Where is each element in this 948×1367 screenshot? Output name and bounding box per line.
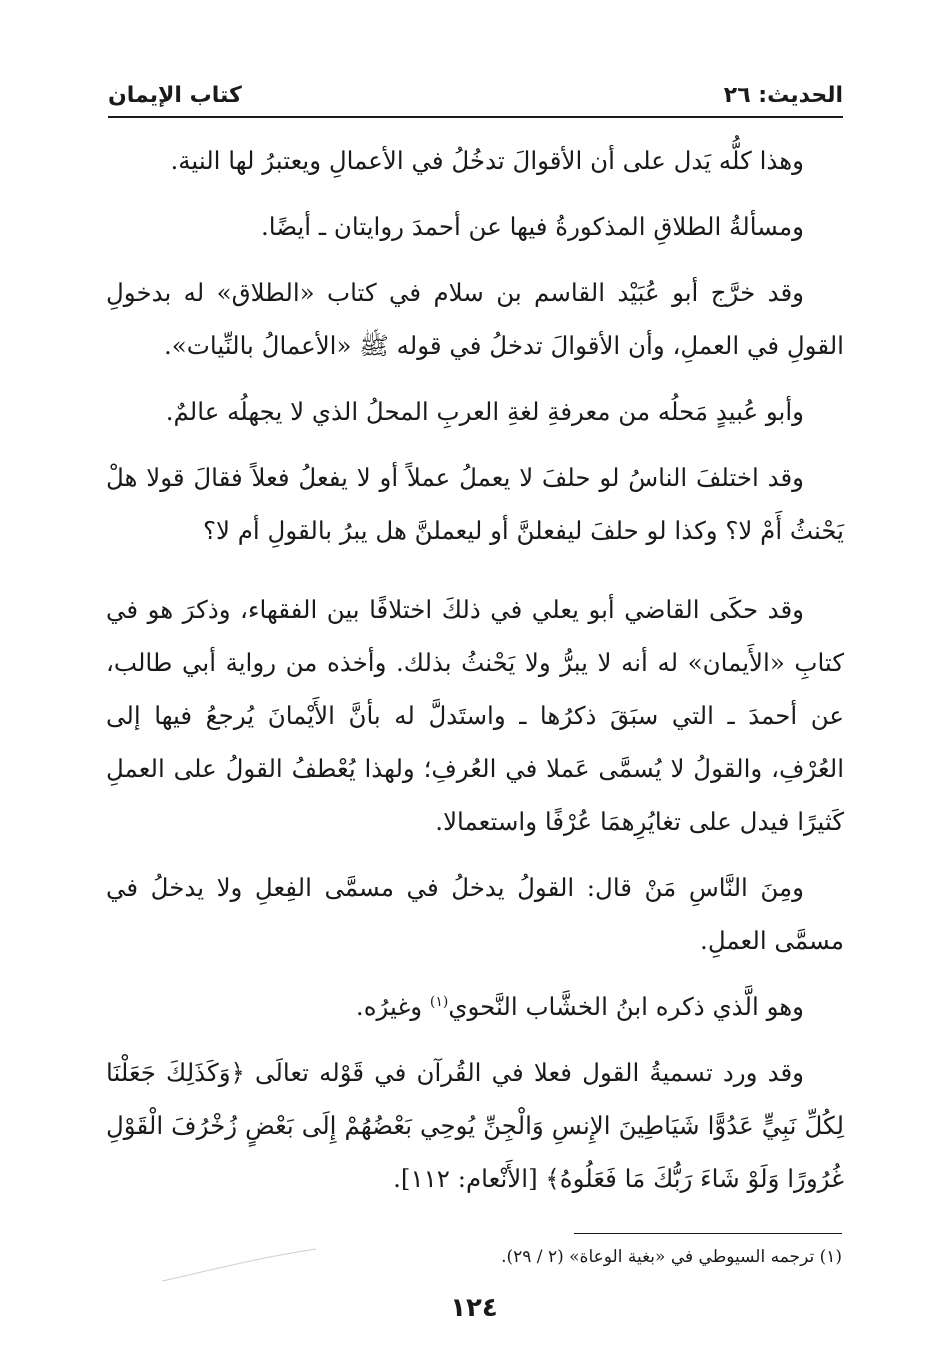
paragraph-4: وأبو عُبيدٍ مَحلُه من معرفةِ لغةِ العربِ المحلُ الذي لا يجهلُه عالمٌ. [165,397,804,426]
paragraph-8-text: وهو الَّذي ذكره ابنُ الخشَّاب النَّحوي [448,992,804,1021]
paragraph-3: وقد خرَّج أبو عُبَيْد القاسم بن سلام في كتاب «الطلاق» له بدخولِ القولِ في العملِ، وأن الأقوالَ تدخلُ في قوله ﷺ «الأعمالُ بالنِّيات». [106,278,844,360]
paragraph-5: وقد اختلفَ الناسُ لو حلفَ لا يعملُ عملاً أو لا يفعلُ فعلاً فقالَ قولا هلْ يَحْنثُ أَمْ لا؟ وكذا لو حلفَ ليفعلنَّ أو ليعملنَّ هل يبرُ بالقولِ أم لا؟ [106,463,844,545]
main-text [106,134,844,1205]
paragraph-8 [106,980,844,1033]
book-title: كتاب الإيمان [108,83,242,108]
paragraph-1: وهذا كلُّه يَدل على أن الأقوالَ تدخُلُ في الأعمالِ ويعتبرُ لها النية. [170,146,804,175]
page-number: ١٢٤ [450,1293,498,1323]
paragraph-9: وقد ورد تسميةُ القول فعلا في القُرآن في قَوْله تعالَى ﴿وَكَذَلِكَ جَعَلْنَا لِكُلِّ نَبِيٍّ عَدُوًّا شَيَاطِينَ الإِنسِ وَالْجِنِّ يُوحِي بَعْضُهُمْ إِلَى بَعْضٍ زُخْرُفَ الْقَوْلِ غُرُورًا وَلَوْ شَاءَ رَبُّكَ مَا فَعَلُوهُ﴾ [الأَنْعام: ١١٢]. [106,1058,844,1193]
footnote-divider [574,1233,842,1234]
paragraph-2: ومسألةُ الطلاقِ المذكورةُ فيها عن أحمدَ روايتان ـ أيضًا. [260,212,804,241]
hadith-number-label: الحديث: ٢٦ [723,83,843,108]
footnote: (١) ترجمه السيوطي في «بغية الوعاة» (٢ / ٢٩). [501,1247,842,1267]
footnote-reference: (١) [429,993,449,1010]
running-header [108,78,843,118]
paragraph-7: ومِنَ النَّاسِ مَنْ قال: القولُ يدخلُ في مسمَّى الفِعلِ ولا يدخلُ في مسمَّى العملِ. [106,873,844,955]
pencil-mark [160,1245,320,1285]
paragraph-6: وقد حكَى القاضي أبو يعلي في ذلكَ اختلافًا بين الفقهاء، وذكرَ هو في كتابِ «الأَيمان» له أنه لا يبرُّ ولا يَحْنثُ بذلك. وأخذه من رواية أبي طالب، عن أحمدَ ـ التي سبَقَ ذكرُها ـ واستَدلَّ له بأنَّ الأَيْمانَ يُرجعُ فيها إلى العُرْفِ، والقولُ لا يُسمَّى عَملا في العُرفِ؛ ولهذا يُعْطفُ القولُ على العملِ كَثيرًا فيدل على تغايُرِهمَا عُرْفًا واستعمالا. [106,595,844,836]
paragraph-8-tail: وغيرُه. [355,992,430,1021]
